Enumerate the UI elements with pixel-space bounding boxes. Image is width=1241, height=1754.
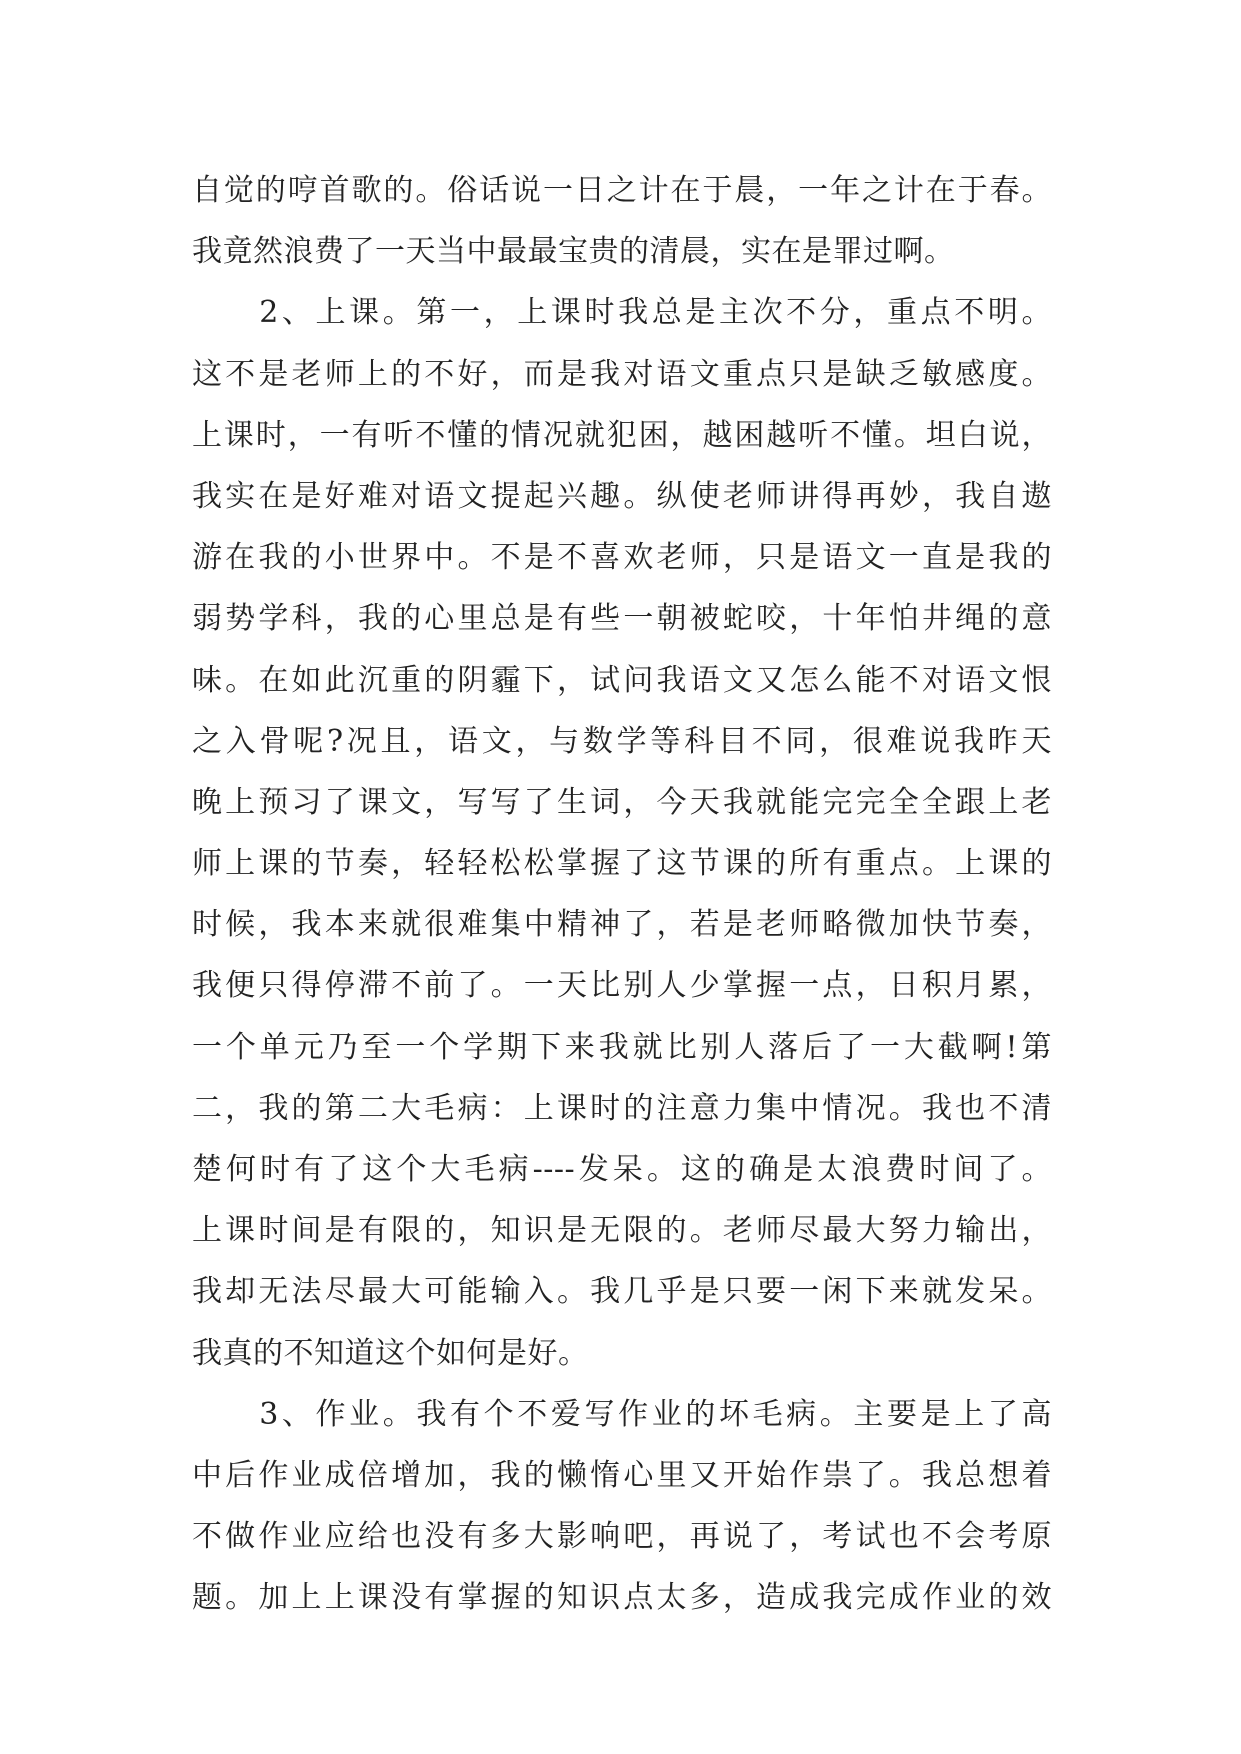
text-line: 我实在是好难对语文提起兴趣。纵使老师讲得再妙，我自遨 [192,478,1052,514]
document-page [192,160,1052,1629]
text-line: 晚上预习了课文，写写了生词，今天我就能完完全全跟上老 [192,784,1052,820]
text-line: 味。在如此沉重的阴霾下，试问我语文又怎么能不对语文恨 [192,662,1052,698]
text-line: 时候，我本来就很难集中精神了，若是老师略微加快节奏， [192,907,1052,943]
text-line: 这不是老师上的不好，而是我对语文重点只是缺乏敏感度。 [192,356,1052,392]
text-line: 弱势学科，我的心里总是有些一朝被蛇咬，十年怕井绳的意 [192,601,1052,637]
text-line: 师上课的节奏，轻轻松松掌握了这节课的所有重点。上课的 [192,846,1052,882]
text-line: 自觉的哼首歌的。俗话说一日之计在于晨，一年之计在于春。 [192,173,1052,208]
text-line: 上课时间是有限的，知识是无限的。老师尽最大努力输出， [192,1213,1052,1249]
text-line: 不做作业应给也没有多大影响吧，再说了，考试也不会考原 [192,1519,1052,1555]
text-line: 我真的不知道这个如何是好。 [192,1335,589,1371]
text-line: 楚何时有了这个大毛病----发呆。这的确是太浪费时间了。 [192,1152,1052,1187]
text-line: 一个单元乃至一个学期下来我就比别人落后了一大截啊!第 [192,1029,1052,1065]
text-line: 2、上课。第一，上课时我总是主次不分，重点不明。 [192,295,1052,331]
text-line: 我便只得停滞不前了。一天比别人少掌握一点，日积月累， [192,968,1052,1004]
text-line: 题。加上上课没有掌握的知识点太多，造成我完成作业的效 [192,1580,1052,1616]
text-line: 之入骨呢?况且，语文，与数学等科目不同，很难说我昨天 [192,723,1052,759]
text-line: 我竟然浪费了一天当中最最宝贵的清晨，实在是罪过啊。 [192,234,955,270]
text-line: 中后作业成倍增加，我的懒惰心里又开始作祟了。我总想着 [192,1457,1052,1493]
text-line: 3、作业。我有个不爱写作业的坏毛病。主要是上了高 [192,1396,1052,1432]
text-line: 二，我的第二大毛病：上课时的注意力集中情况。我也不清 [192,1090,1052,1126]
text-line: 我却无法尽最大可能输入。我几乎是只要一闲下来就发呆。 [192,1274,1052,1310]
text-line: 上课时，一有听不懂的情况就犯困，越困越听不懂。坦白说， [192,417,1052,453]
text-line: 游在我的小世界中。不是不喜欢老师，只是语文一直是我的 [192,540,1052,576]
